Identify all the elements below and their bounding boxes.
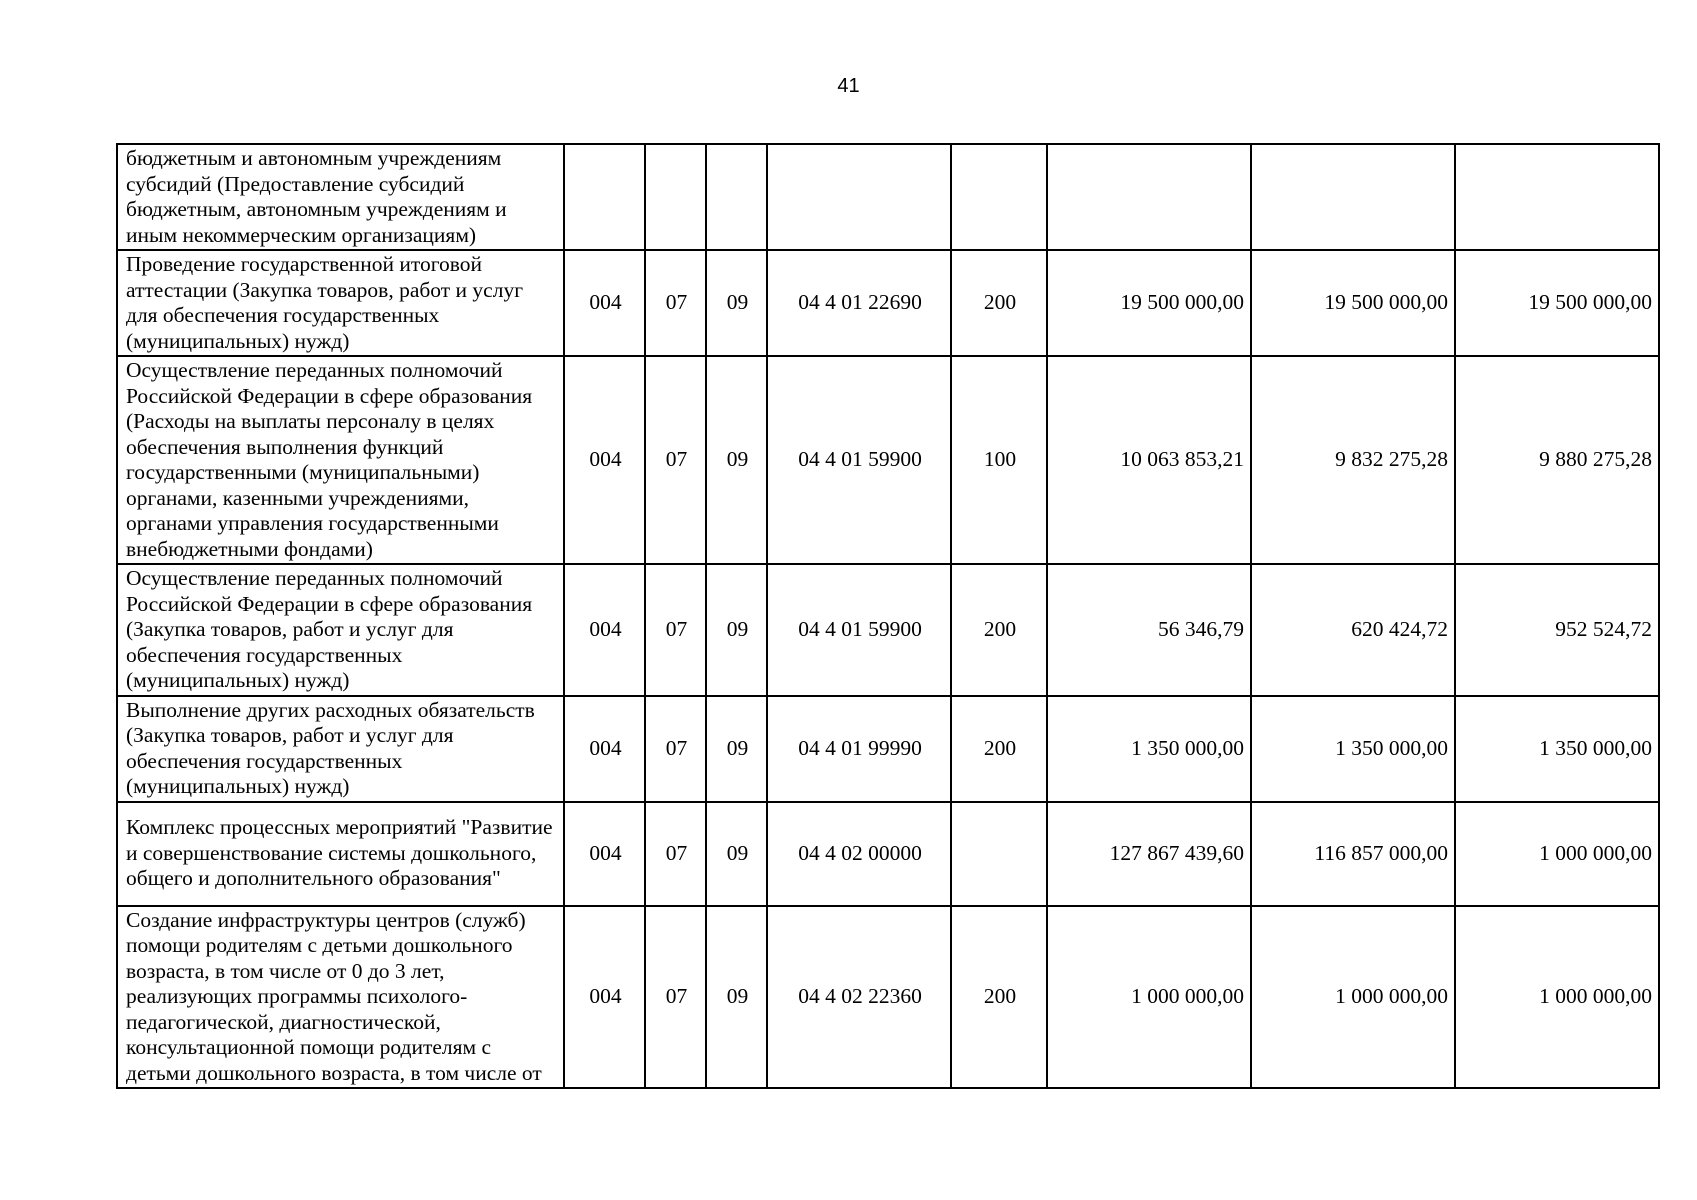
- row-sum-1: 127 867 439,60: [1047, 802, 1251, 906]
- row-sum-3: [1455, 144, 1659, 250]
- row-subsection: 09: [706, 356, 767, 564]
- row-sum-2: 116 857 000,00: [1251, 802, 1455, 906]
- row-section: 07: [645, 696, 706, 802]
- row-name: Комплекс процессных мероприятий "Развитие и совершенствование системы дошкольного, общего и дополнительного образования": [117, 802, 564, 906]
- row-target: [767, 144, 951, 250]
- row-expense-type: 200: [951, 564, 1047, 696]
- row-sum-1: 1 000 000,00: [1047, 906, 1251, 1089]
- row-expense-type: 200: [951, 696, 1047, 802]
- row-expense-type: [951, 802, 1047, 906]
- table-row: [117, 356, 1659, 564]
- row-target: 04 4 02 22360: [767, 906, 951, 1089]
- row-sum-3: 952 524,72: [1455, 564, 1659, 696]
- row-target: 04 4 01 59900: [767, 564, 951, 696]
- row-sum-1: 56 346,79: [1047, 564, 1251, 696]
- row-target: 04 4 01 22690: [767, 250, 951, 356]
- row-subsection: 09: [706, 250, 767, 356]
- row-sum-1: 19 500 000,00: [1047, 250, 1251, 356]
- row-name: Осуществление переданных полномочий Российской Федерации в сфере образования (Закупка товаров, работ и услуг для обеспечения государственных (муниципальных) нужд): [117, 564, 564, 696]
- row-sum-2: 1 350 000,00: [1251, 696, 1455, 802]
- row-section: [645, 144, 706, 250]
- row-sum-1: [1047, 144, 1251, 250]
- row-name: Осуществление переданных полномочий Российской Федерации в сфере образования (Расходы на выплаты персоналу в целях обеспечения выполнения функций государственными (муниципальными) органами, казенными учреждениями, органами управления государственными внебюджетными фондами): [117, 356, 564, 564]
- row-expense-type: 200: [951, 906, 1047, 1089]
- row-sum-3: 1 350 000,00: [1455, 696, 1659, 802]
- row-section: 07: [645, 906, 706, 1089]
- row-name: бюджетным и автономным учреждениям субсидий (Предоставление субсидий бюджетным, автономным учреждениям и иным некоммерческим организациям): [117, 144, 564, 250]
- row-grbs: 004: [564, 696, 645, 802]
- table-row: [117, 250, 1659, 356]
- row-sum-2: [1251, 144, 1455, 250]
- row-section: 07: [645, 802, 706, 906]
- row-subsection: 09: [706, 802, 767, 906]
- row-subsection: 09: [706, 564, 767, 696]
- row-sum-2: 1 000 000,00: [1251, 906, 1455, 1089]
- row-grbs: 004: [564, 802, 645, 906]
- row-section: 07: [645, 564, 706, 696]
- table-row: [117, 696, 1659, 802]
- row-subsection: 09: [706, 906, 767, 1089]
- row-section: 07: [645, 356, 706, 564]
- row-sum-1: 1 350 000,00: [1047, 696, 1251, 802]
- row-sum-2: 9 832 275,28: [1251, 356, 1455, 564]
- row-section: 07: [645, 250, 706, 356]
- row-grbs: 004: [564, 250, 645, 356]
- row-subsection: 09: [706, 696, 767, 802]
- table-row: [117, 906, 1659, 1089]
- row-expense-type: [951, 144, 1047, 250]
- row-target: 04 4 02 00000: [767, 802, 951, 906]
- row-sum-3: 9 880 275,28: [1455, 356, 1659, 564]
- row-target: 04 4 01 99990: [767, 696, 951, 802]
- row-sum-3: 1 000 000,00: [1455, 906, 1659, 1089]
- row-sum-3: 1 000 000,00: [1455, 802, 1659, 906]
- row-sum-1: 10 063 853,21: [1047, 356, 1251, 564]
- row-sum-3: 19 500 000,00: [1455, 250, 1659, 356]
- row-grbs: 004: [564, 906, 645, 1089]
- row-expense-type: 100: [951, 356, 1047, 564]
- row-sum-2: 620 424,72: [1251, 564, 1455, 696]
- row-target: 04 4 01 59900: [767, 356, 951, 564]
- row-grbs: 004: [564, 356, 645, 564]
- table-row: [117, 564, 1659, 696]
- row-sum-2: 19 500 000,00: [1251, 250, 1455, 356]
- page-number: 41: [837, 75, 860, 97]
- row-subsection: [706, 144, 767, 250]
- table-row: [117, 144, 1659, 250]
- row-name: Создание инфраструктуры центров (служб) помощи родителям с детьми дошкольного возраста, в том числе от 0 до 3 лет, реализующих программы психолого-педагогической, диагностической, консультационной помощи родителям с детьми дошкольного возраста, в том числе от: [117, 906, 564, 1089]
- row-expense-type: 200: [951, 250, 1047, 356]
- row-grbs: 004: [564, 564, 645, 696]
- row-grbs: [564, 144, 645, 250]
- budget-table: [116, 143, 1660, 1089]
- row-name: Проведение государственной итоговой аттестации (Закупка товаров, работ и услуг для обеспечения государственных (муниципальных) нужд): [117, 250, 564, 356]
- row-name: Выполнение других расходных обязательств (Закупка товаров, работ и услуг для обеспечения государственных (муниципальных) нужд): [117, 696, 564, 802]
- table-row: [117, 802, 1659, 906]
